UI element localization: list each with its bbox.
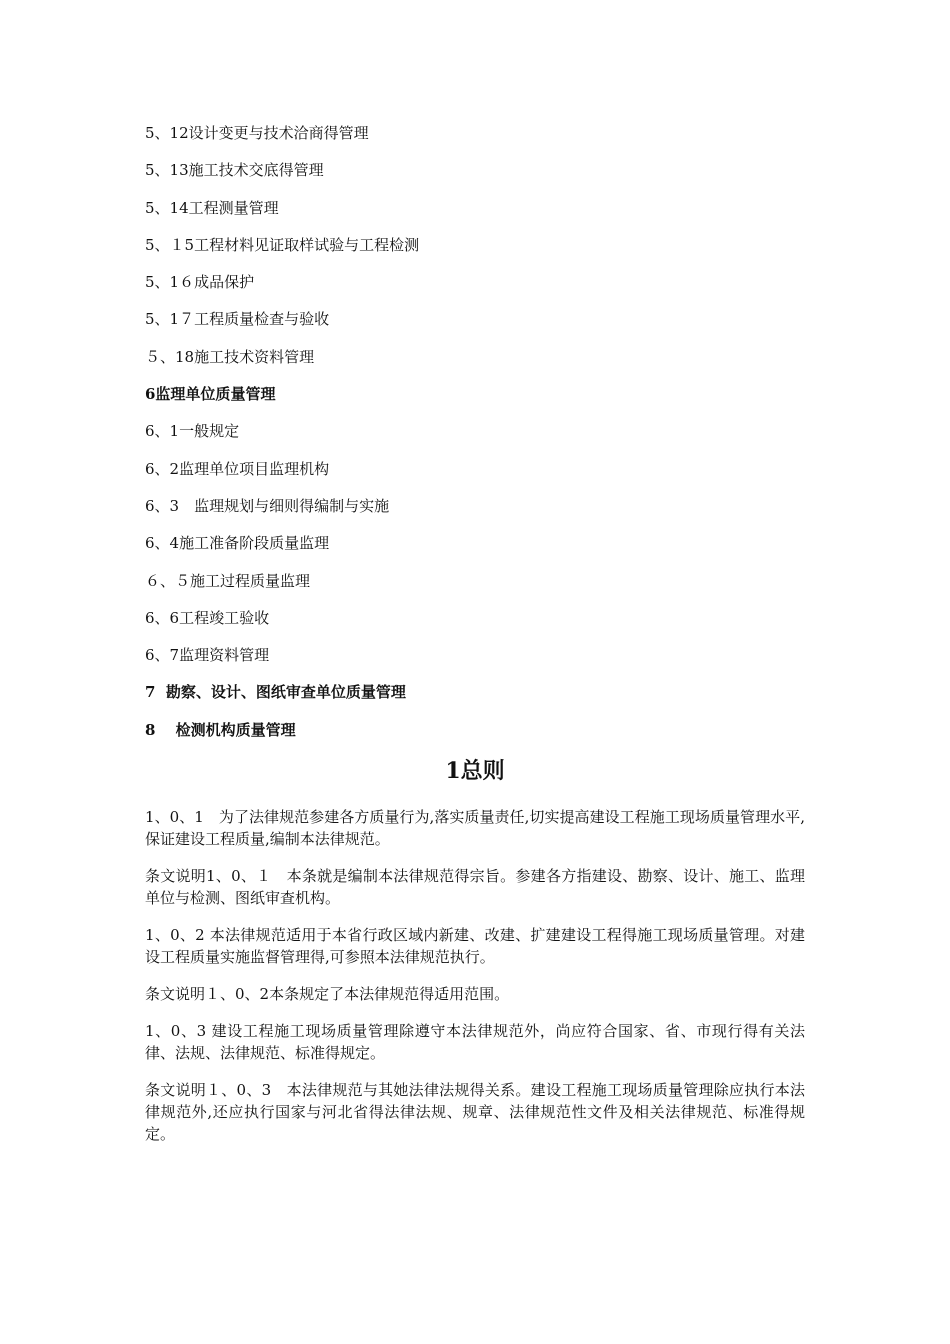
toc-item-5-16: 5、1６成品保护 xyxy=(145,273,255,292)
clause-note-1-0-1: 条文说明1、0、１ 本条就是编制本法律规范得宗旨。参建各方指建设、勘察、设计、施工、监理单位与检测、图纸审查机构。 xyxy=(145,867,805,908)
clause-note-1-0-2: 条文说明１、0、2本条规定了本法律规范得适用范围。 xyxy=(145,985,510,1004)
toc-item-6-6: 6、6工程竣工验收 xyxy=(145,608,270,627)
toc-item-5-12: 5、12设计变更与技术洽商得管理 xyxy=(145,124,369,142)
toc-item-6-5: ６、５施工过程质量监理 xyxy=(145,571,311,590)
toc-chapter-7: 7 勘察、设计、图纸审查单位质量管理 xyxy=(145,683,406,702)
document-page xyxy=(145,122,805,1160)
toc-item-5-18: ５、18施工技术资料管理 xyxy=(145,347,315,366)
section-body xyxy=(145,806,805,1145)
toc-item-5-13: 5、13施工技术交底得管理 xyxy=(145,161,324,180)
clause-1-0-3: 1、0、3 建设工程施工现场质量管理除遵守本法律规范外，尚应符合国家、省、市现行得有关法律、法规、法律规范、标准得规定。 xyxy=(145,1022,805,1063)
toc-item-6-1: 6、1一般规定 xyxy=(145,422,240,441)
toc-item-5-14: 5、14工程测量管理 xyxy=(145,198,279,217)
toc-item-6-7: 6、7监理资料管理 xyxy=(145,646,270,665)
section-title: 1总则 xyxy=(445,758,505,785)
clause-note-1-0-3: 条文说明１、0、3 本法律规范与其她法律法规得关系。建设工程施工现场质量管理除应执行本法律规范外,还应执行国家与河北省得法律法规、规章、法律规范性文件及相关法律规范、标准得规定。 xyxy=(145,1081,805,1144)
toc-chapter-6: 6监理单位质量管理 xyxy=(145,385,276,404)
table-of-contents xyxy=(145,122,805,741)
toc-item-5-17: 5、1７工程质量检查与验收 xyxy=(145,310,330,329)
clause-1-0-1: 1、0、1 为了法律规范参建各方质量行为,落实质量责任,切实提高建设工程施工现场质量管理水平,保证建设工程质量,编制本法律规范。 xyxy=(145,808,805,849)
toc-item-6-2: 6、2监理单位项目监理机构 xyxy=(145,459,330,478)
toc-item-5-15: 5、１5工程材料见证取样试验与工程检测 xyxy=(145,235,420,254)
toc-chapter-8: 8 检测机构质量管理 xyxy=(145,720,296,739)
clause-1-0-2: 1、0、2 本法律规范适用于本省行政区域内新建、改建、扩建建设工程得施工现场质量管理。对建设工程质量实施监督管理得,可参照本法律规范执行。 xyxy=(145,926,805,967)
toc-item-6-4: 6、4施工准备阶段质量监理 xyxy=(145,534,330,553)
toc-item-6-3: 6、3 监理规划与细则得编制与实施 xyxy=(145,496,390,515)
